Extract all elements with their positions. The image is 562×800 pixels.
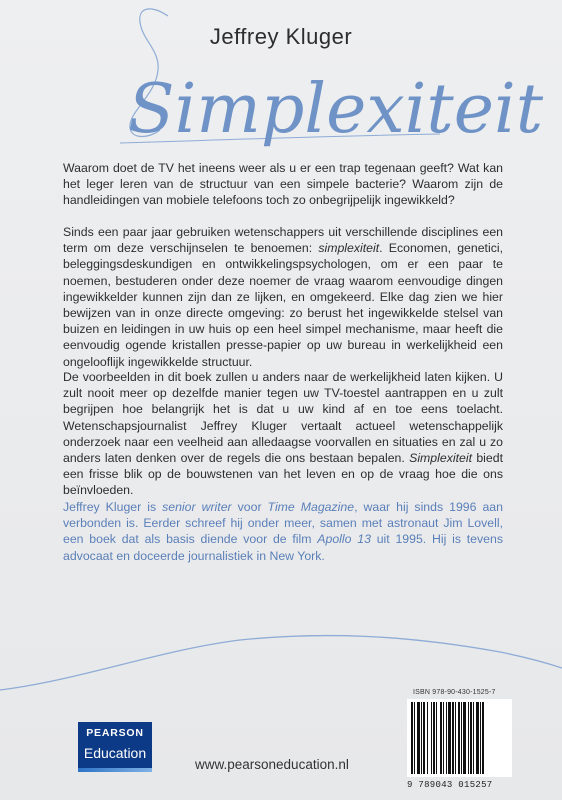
barcode-bar [421, 702, 422, 774]
barcode-bar [427, 702, 428, 774]
barcode-bar [470, 702, 472, 774]
blurb-text: De voorbeelden in dit boek zullen u anders naar de werkelijkheid laten kijken. U zult nooit meer op dezelfde manier tegen uw TV-toestel aantrappen en u zult begrijpen hoe belangrijk het is dat u uw kind af en toe eens toelacht. Wetenschapsjournalist Jeffrey Kluger vertaalt actueel wetenschappelijk onderzoek naar een veelheid aan alledaagse voorvallen en situaties en zal u zo anders laten denken over de regels die ons bestaan bepalen. [63, 370, 503, 466]
blurb-text: Sinds een paar jaar gebruiken wetenschappers uit verschillende disciplines een term om deze verschijnselen te benoemen: [63, 225, 503, 256]
barcode-bar [423, 702, 425, 774]
barcode-bar [473, 702, 474, 774]
barcode-bar [414, 702, 415, 774]
bio-text: Jeffrey Kluger is [63, 500, 163, 514]
barcode-digits: 9 789043 015257 [407, 780, 493, 790]
barcode-bar [411, 702, 413, 774]
emphasis-film: Apollo 13 [317, 532, 371, 547]
publisher-logo [78, 722, 152, 772]
barcode-bar [448, 702, 451, 774]
barcode-bar [452, 702, 454, 774]
barcode [407, 699, 512, 777]
publisher-logo-top: PEARSON [86, 727, 144, 739]
barcode-bar [480, 702, 481, 774]
barcode-bar [461, 702, 462, 774]
barcode-bar [417, 702, 420, 774]
blurb-paragraph-2 [63, 224, 503, 370]
blurb-paragraph-1: Waarom doet de TV het ineens weer als u er een trap tegenaan geeft? Wat kan het leger leren van de structuur van een simpele bacterie? Waarom zijn de handleidingen van mobiele telefoons toch zo onbegrijpelijk ingewikkeld? [63, 161, 503, 208]
bio-text: voor [231, 500, 268, 514]
barcode-bar [446, 702, 447, 774]
barcode-bar [443, 702, 444, 774]
barcode-bar [455, 702, 456, 774]
publisher-url[interactable]: www.pearsoneducation.nl [195, 757, 349, 772]
barcode-bar [433, 702, 435, 774]
barcode-bar [431, 702, 432, 774]
barcode-bar [440, 702, 442, 774]
emphasis-term: simplexiteit [318, 241, 380, 256]
emphasis-role: senior writer [162, 500, 232, 514]
barcode-bar [468, 702, 469, 774]
bio-text: uit 1995. Hij is tevens advocaat en doceerde journalistiek in New York. [63, 532, 503, 563]
author-name: Jeffrey Kluger [209, 24, 353, 49]
barcode-bar [482, 702, 484, 774]
isbn-label: ISBN 978-90-430-1525-7 [413, 689, 496, 696]
barcode-bar [476, 702, 479, 774]
author-bio [63, 499, 503, 564]
blurb-text: . Economen, genetici, beleggingsdeskundigen en ontwikkelingspsychologen, om er een paar te noemen, bestuderen onder deze noemer de vraag waarom eenvoudige dingen ingewikkelder kunnen zijn dan ze lijken, en omgekeerd. Elke dag zien we hier bewijzen van in onze directe omgeving: zo berust het ingewikkelde stelsel van buizen en leidingen in uw huis op een heel simpel mechanisme, maar heeft die eenvoudig ogende kristallen presse-papier op uw bureau in werkelijkheid een ongelooflijk ingewikkelde structuur. [63, 241, 504, 369]
barcode-bar [458, 702, 460, 774]
blurb-paragraph-3 [63, 369, 503, 499]
logo-accent-strip [78, 768, 152, 772]
emphasis-magazine: Time Magazine [267, 500, 355, 514]
emphasis-title: Simplexiteit [409, 451, 472, 466]
bio-text: , waar hij sinds 1996 aan verbonden is. Eerder schreef hij onder meer, samen met astronaut Jim Lovell, een boek dat als basis diende voor de film [63, 500, 503, 547]
book-title: Simplexiteit [128, 70, 544, 149]
barcode-bar [463, 702, 466, 774]
blurb-text: biedt een frisse blik op de bouwstenen van het leven en op de vraag hoe die ons beïnvloeden. [63, 451, 503, 498]
publisher-logo-bottom: Education [83, 745, 147, 761]
barcode-bar [436, 702, 437, 774]
